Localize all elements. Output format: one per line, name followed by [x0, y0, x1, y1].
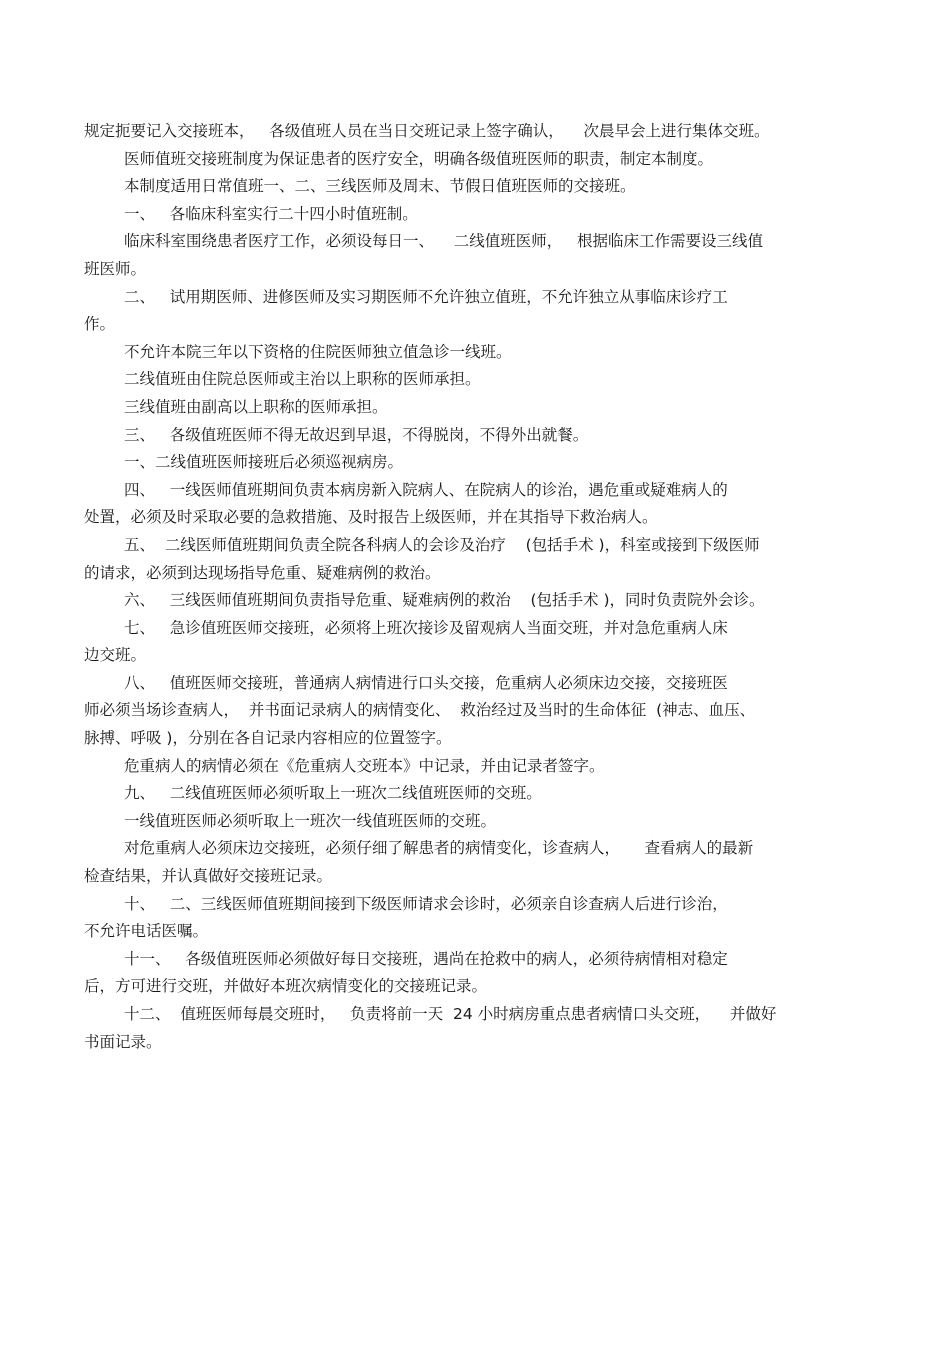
text-line: 十二、 值班医师每晨交班时， 负责将前一天 24 小时病房重点患者病情口头交班， 并做好: [124, 1005, 777, 1023]
text-line: 规定扼要记入交接班本， 各级值班人员在当日交班记录上签字确认， 次晨早会上进行集体交班。: [84, 122, 770, 140]
text-line: 十、 二、三线医师值班期间接到下级医师请求会诊时，必须亲自诊查病人后进行诊治，: [124, 894, 728, 913]
text-line: 九、 二线值班医师必须听取上一班次二线值班医师的交班。: [124, 784, 542, 803]
text-line: 七、 急诊值班医师交接班，必须将上班次接诊及留观病人当面交班，并对急危重病人床: [124, 618, 728, 637]
text-line: 二线值班由住院总医师或主治以上职称的医师承担。: [124, 370, 481, 389]
text-line: 六、 三线医师值班期间负责指导危重、疑难病例的救治 (包括手术 )，同时负责院外会诊。: [124, 591, 765, 610]
text-line: 八、 值班医师交接班，普通病人病情进行口头交接，危重病人必须床边交接，交接班医: [124, 673, 728, 692]
text-line: 危重病人的病情必须在《危重病人交班本》中记录，并由记录者签字。: [124, 756, 605, 775]
text-line: 边交班。: [84, 646, 147, 665]
text-line: 班医师。: [84, 259, 147, 278]
text-line: 书面记录。: [84, 1032, 162, 1051]
text-line: 师必须当场诊查病人， 并书面记录病人的病情变化、 救治经过及当时的生命体征 (神志、血压、: [84, 701, 756, 720]
text-line: 四、 一线医师值班期间负责本病房新入院病人、在院病人的诊治，遇危重或疑难病人的: [124, 480, 728, 499]
text-line: 不允许电话医嘱。: [84, 922, 209, 941]
text-line: 本制度适用日常值班一、二、三线医师及周末、节假日值班医师的交接班。: [124, 177, 636, 196]
text-line: 十一、 各级值班医师必须做好每日交接班，遇尚在抢救中的病人，必须待病情相对稳定: [124, 949, 728, 968]
document-body: [84, 118, 864, 1056]
text-line: 三线值班由副高以上职称的医师承担。: [124, 397, 388, 416]
text-line: 后，方可进行交班，并做好本班次病情变化的交接班记录。: [84, 977, 488, 996]
text-line: 二、 试用期医师、进修医师及实习期医师不允许独立值班，不允许独立从事临床诊疗工: [124, 287, 728, 306]
text-line: 一、 各临床科室实行二十四小时值班制。: [124, 204, 418, 223]
text-line: 处置，必须及时采取必要的急救措施、及时报告上级医师，并在其指导下救治病人。: [84, 508, 658, 527]
text-line: 五、 二线医师值班期间负责全院各科病人的会诊及治疗 (包括手术 )，科室或接到下级医师: [124, 535, 760, 554]
text-line: 临床科室围绕患者医疗工作，必须设每日一、 二线值班医师， 根据临床工作需要设三线值: [124, 232, 763, 251]
text-line: 检查结果，并认真做好交接班记录。: [84, 867, 333, 886]
text-line: 的请求，必须到达现场指导危重、疑难病例的救治。: [84, 563, 441, 582]
text-line: 三、 各级值班医师不得无故迟到早退，不得脱岗，不得外出就餐。: [124, 425, 589, 444]
text-line: 不允许本院三年以下资格的住院医师独立值急诊一线班。: [124, 342, 512, 361]
text-line: 一、二线值班医师接班后必须巡视病房。: [124, 453, 404, 472]
text-line: 一线值班医师必须听取上一班次一线值班医师的交班。: [124, 811, 497, 830]
text-line: 医师值班交接班制度为保证患者的医疗安全，明确各级值班医师的职责，制定本制度。: [124, 149, 714, 168]
text-line: 脉搏、呼吸 )，分别在各自记录内容相应的位置签字。: [84, 729, 452, 748]
text-line: 作。: [84, 315, 116, 334]
text-line: 对危重病人必须床边交接班，必须仔细了解患者的病情变化，诊查病人， 查看病人的最新: [124, 839, 754, 858]
